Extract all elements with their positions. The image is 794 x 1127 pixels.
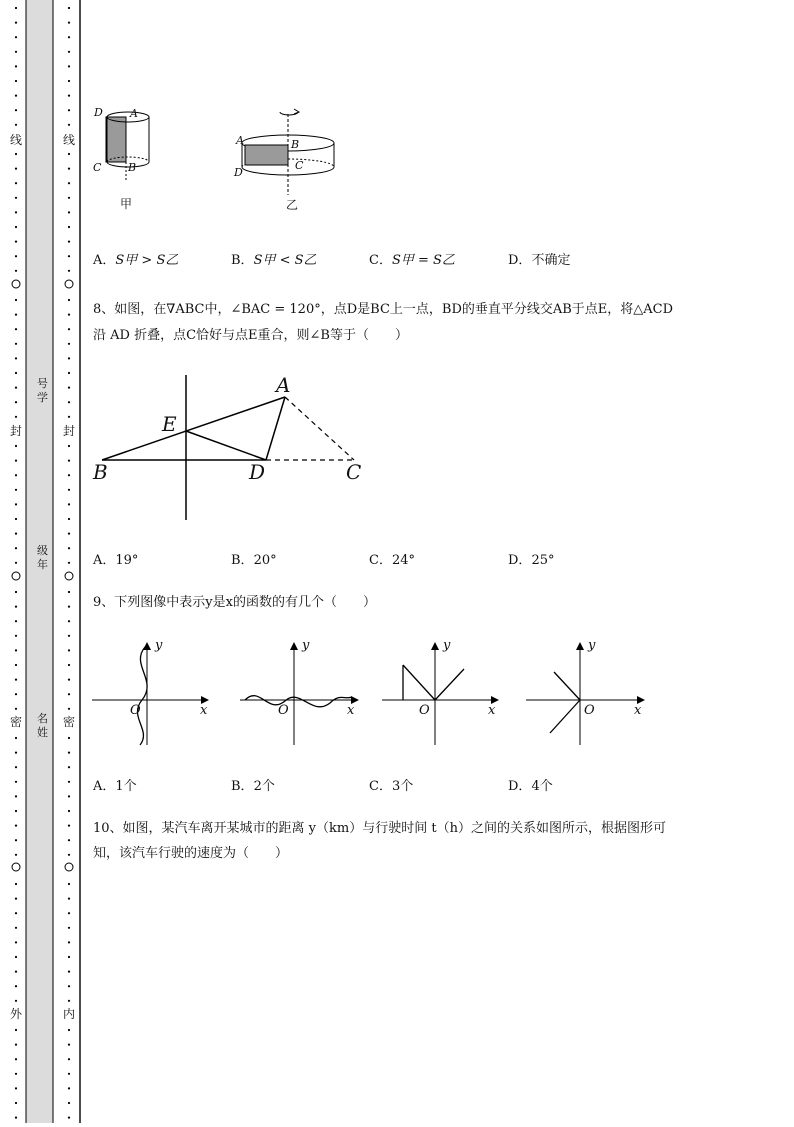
- g4-y-label: y: [588, 638, 596, 653]
- jia-label-b: B: [128, 161, 137, 174]
- g3-origin-label: O: [419, 703, 430, 718]
- q9-option-d: D．4个: [508, 779, 553, 794]
- q8-label-a: A: [276, 373, 291, 397]
- q7-option-c: C．S甲 = S乙: [369, 253, 455, 268]
- yi-label-a: A: [236, 134, 244, 147]
- inner-mark-xian: 线: [63, 133, 76, 147]
- graph-4: [526, 643, 644, 745]
- q8-option-c: C．24°: [369, 553, 415, 568]
- jia-caption: 甲: [120, 197, 133, 211]
- q8-label-b: B: [93, 460, 108, 484]
- g2-x-label: x: [347, 703, 355, 718]
- q9-stem: 9、下列图像中表示y是x的函数的有几个（ ）: [93, 595, 376, 610]
- q7-option-a: A．S甲 > S乙: [93, 253, 179, 268]
- outer-mark-wai: 外: [10, 1007, 23, 1021]
- g2-origin-label: O: [278, 703, 289, 718]
- q10-stem-line1: 10、如图，某汽车离开某城市的距离 y（km）与行驶时间 t（h）之间的关系如图所示，根据图形可: [93, 821, 666, 836]
- g3-y-label: y: [443, 638, 451, 653]
- jia-label-a: A: [130, 107, 138, 120]
- g4-origin-label: O: [584, 703, 595, 718]
- graph-1: [92, 643, 208, 745]
- q9-option-c: C．3个: [369, 779, 414, 794]
- q9-graphs: [90, 635, 650, 755]
- inner-mark-mi: 密: [63, 715, 76, 729]
- q8-label-d: D: [249, 460, 266, 484]
- inner-mark-nei: 内: [63, 1007, 76, 1021]
- q8-option-d: D．25°: [508, 553, 555, 568]
- g1-origin-label: O: [130, 703, 141, 718]
- q8-option-b: B．20°: [231, 553, 277, 568]
- yi-label-d: D: [234, 166, 243, 179]
- g2-y-label: y: [302, 638, 310, 653]
- cylinder-yi: [242, 109, 334, 195]
- q7-option-b: B．S甲 < S乙: [231, 253, 317, 268]
- q8-option-a: A．19°: [93, 553, 139, 568]
- jia-label-d: D: [94, 106, 103, 119]
- g4-x-label: x: [634, 703, 642, 718]
- q10-stem-line2: 知，该汽车行驶的速度为（ ）: [93, 846, 289, 861]
- graph-3: [382, 643, 498, 745]
- field-name: 名姓: [37, 712, 48, 739]
- g1-y-label: y: [155, 638, 163, 653]
- yi-caption: 乙: [286, 198, 299, 212]
- q8-label-e: E: [162, 412, 177, 436]
- g1-x-label: x: [200, 703, 208, 718]
- q8-figure: [90, 370, 380, 525]
- field-grade: 级年: [37, 544, 48, 571]
- q9-option-a: A．1个: [93, 779, 137, 794]
- yi-label-c: C: [295, 159, 304, 172]
- q8-stem-line1: 8、如图，在∇ABC中，∠BAC = 120°，点D是BC上一点，BD的垂直平分线交AB于点E，将△ACD: [93, 302, 674, 317]
- q8-stem-line2: 沿 AD 折叠，点C恰好与点E重合，则∠B等于（ ）: [93, 328, 408, 343]
- field-student-number: 号学: [37, 377, 48, 404]
- outer-mark-xian: 线: [10, 133, 23, 147]
- q9-option-b: B．2个: [231, 779, 275, 794]
- inner-mark-feng: 封: [63, 424, 76, 438]
- yi-label-b: B: [291, 138, 300, 151]
- jia-label-c: C: [93, 161, 102, 174]
- graph-2: [240, 643, 358, 745]
- outer-mark-mi: 密: [10, 715, 23, 729]
- q7-option-d: D．不确定: [508, 253, 571, 268]
- q8-label-c: C: [346, 460, 362, 484]
- outer-mark-feng: 封: [10, 424, 23, 438]
- g3-x-label: x: [488, 703, 496, 718]
